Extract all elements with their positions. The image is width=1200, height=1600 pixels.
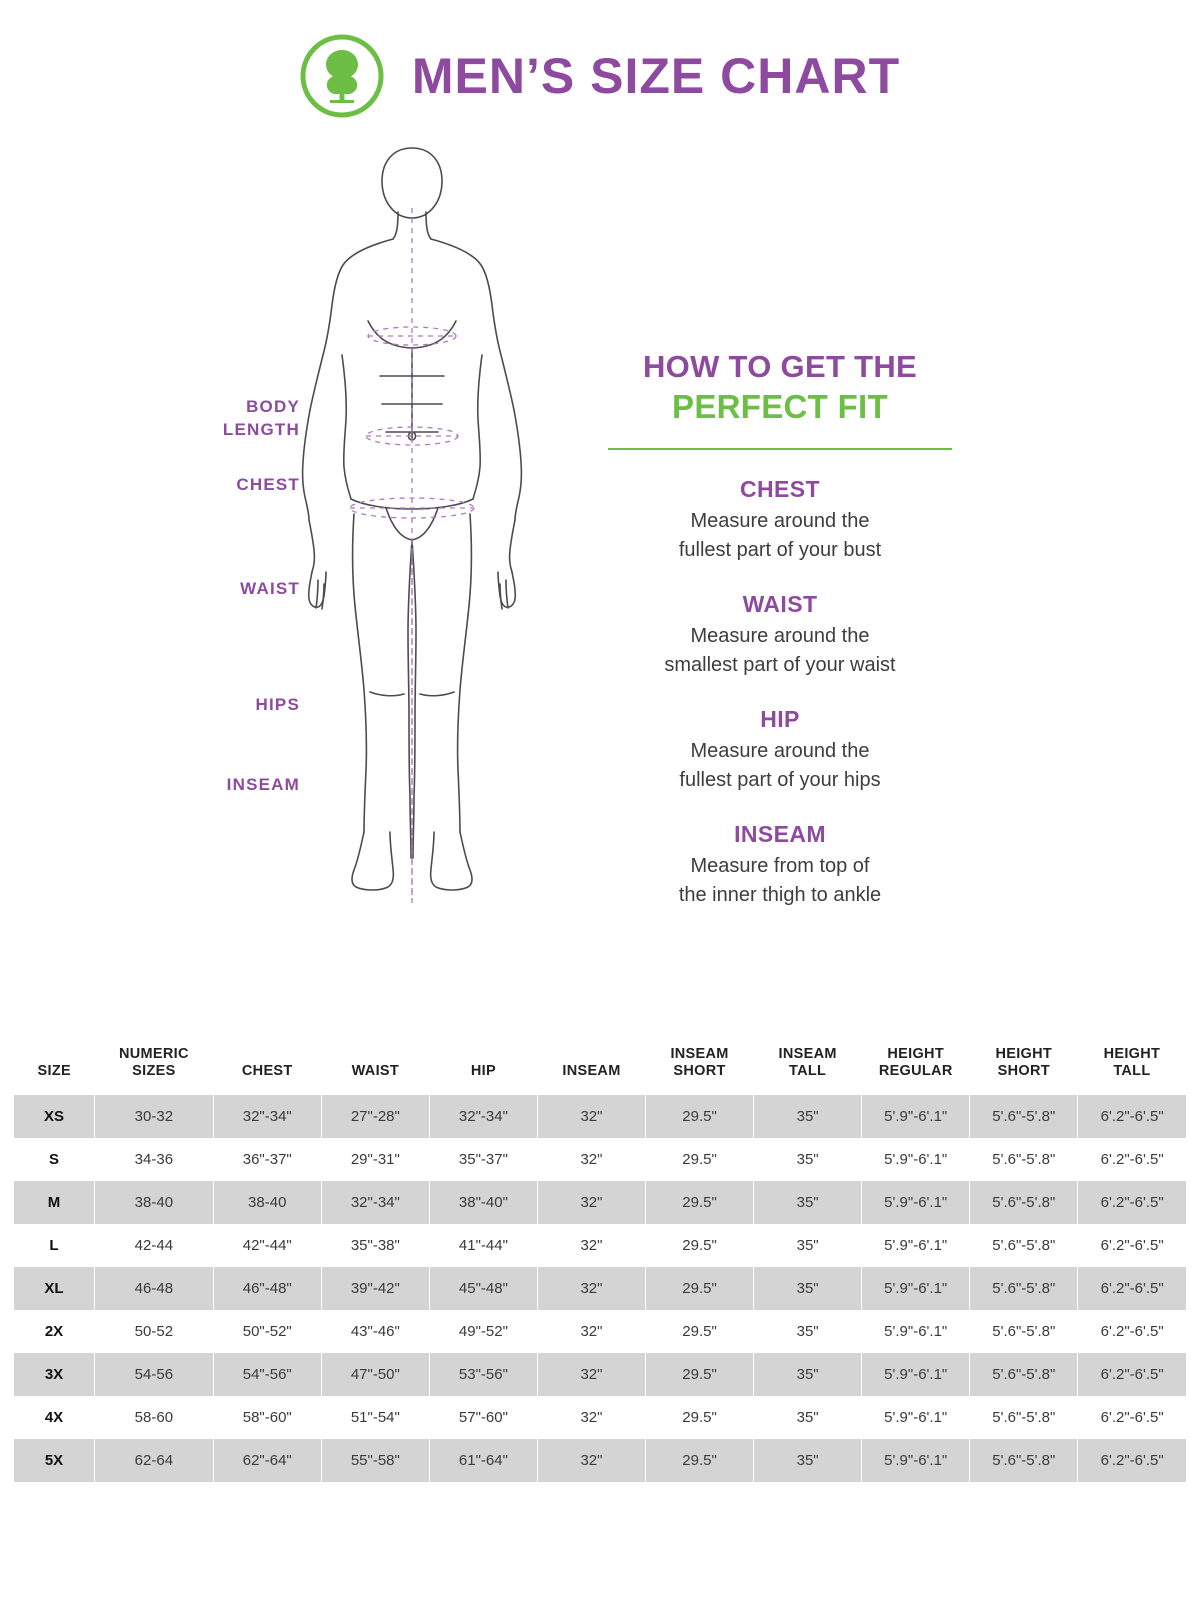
how-to-measure-panel	[608, 348, 952, 936]
table-cell: 6'.2"-6'.5"	[1100, 1150, 1164, 1168]
table-cell: XL	[14, 1267, 95, 1310]
table-cell: 29.5"	[646, 1181, 754, 1224]
table-cell: 32"-34"	[321, 1181, 429, 1224]
table-cell: 62"-64"	[213, 1439, 321, 1482]
table-cell: 58"-60"	[213, 1396, 321, 1439]
table-cell: 38"-40"	[429, 1181, 537, 1224]
table-cell: 32"	[537, 1439, 645, 1482]
table-cell: 38-40	[95, 1181, 214, 1224]
table-cell: 42-44	[95, 1224, 214, 1267]
size-table-container	[14, 1040, 1186, 1482]
label-inseam: INSEAM	[226, 775, 300, 794]
table-cell: 5'.6"-5'.8"	[970, 1353, 1078, 1396]
table-header-line2: REGULAR	[878, 1063, 953, 1080]
table-cell: 29"-31"	[321, 1138, 429, 1181]
table-cell: 5'.6"-5'.8"	[970, 1396, 1078, 1439]
table-cell: 32"	[537, 1267, 645, 1310]
size-table-body	[14, 1095, 1186, 1482]
table-cell: 6'.2"-6'.5"	[1100, 1236, 1164, 1254]
table-cell: 32"	[537, 1095, 645, 1138]
table-header-cell	[95, 1040, 214, 1095]
table-cell: 6'.2"-6'.5"	[1100, 1322, 1164, 1340]
table-cell: 38-40	[213, 1181, 321, 1224]
measure-block-inseam-text: Measure from top of the inner thigh to ankle	[678, 855, 882, 907]
table-cell: 5X	[14, 1439, 95, 1482]
size-table	[14, 1040, 1186, 1482]
measure-block-chest-text: Measure around the fullest part of your bust	[678, 510, 882, 562]
label-hips: HIPS	[255, 695, 300, 714]
table-cell: M	[14, 1181, 95, 1224]
size-table-head	[14, 1040, 1186, 1095]
table-row	[14, 1310, 1186, 1353]
table-cell: 6'.2"-6'.5"	[1100, 1365, 1164, 1383]
table-cell: 5'.6"-5'.8"	[970, 1224, 1078, 1267]
table-header-line1: INSEAM	[778, 1046, 837, 1062]
table-row	[14, 1267, 1186, 1310]
table-header-cell: WAIST	[351, 1063, 400, 1080]
table-cell: 39"-42"	[321, 1267, 429, 1310]
info-heading-line1: HOW TO GET THE	[642, 349, 917, 384]
table-cell: 32"	[537, 1181, 645, 1224]
table-cell: 35"	[754, 1310, 862, 1353]
page-header	[0, 0, 1200, 118]
table-cell: 5'.9"-6'.1"	[862, 1396, 970, 1439]
table-cell: 5'.6"-5'.8"	[970, 1181, 1078, 1224]
table-cell: 30-32	[95, 1095, 214, 1138]
table-cell: 51"-54"	[321, 1396, 429, 1439]
measure-block-inseam-title: INSEAM	[734, 821, 826, 848]
table-cell: 54"-56"	[213, 1353, 321, 1396]
table-header-row	[14, 1040, 1186, 1095]
table-cell: 35"	[754, 1353, 862, 1396]
table-cell: 5'.9"-6'.1"	[862, 1310, 970, 1353]
table-cell: 5'.6"-5'.8"	[970, 1095, 1078, 1138]
table-cell: 5'.9"-6'.1"	[862, 1439, 970, 1482]
table-cell: 5'.9"-6'.1"	[862, 1181, 970, 1224]
table-row	[14, 1138, 1186, 1181]
table-cell: 5'.6"-5'.8"	[970, 1439, 1078, 1482]
divider	[608, 448, 952, 450]
table-header-line1: INSEAM	[670, 1046, 729, 1062]
table-cell: 50"-52"	[213, 1310, 321, 1353]
table-cell: 5'.9"-6'.1"	[862, 1353, 970, 1396]
table-row	[14, 1095, 1186, 1138]
male-body-figure-illustration	[262, 136, 562, 1021]
measure-block-inseam	[608, 821, 952, 910]
table-cell: XS	[14, 1095, 95, 1138]
label-chest: CHEST	[236, 475, 300, 494]
table-header-cell: CHEST	[241, 1063, 293, 1080]
table-cell: 35"	[754, 1396, 862, 1439]
table-cell: 6'.2"-6'.5"	[1100, 1451, 1164, 1469]
table-header-cell	[646, 1040, 754, 1095]
table-cell: 29.5"	[646, 1439, 754, 1482]
table-cell: 34-36	[95, 1138, 214, 1181]
table-cell: 35"	[754, 1439, 862, 1482]
table-cell: 29.5"	[646, 1310, 754, 1353]
measure-block-hip-title: HIP	[760, 706, 800, 733]
table-cell: S	[14, 1138, 95, 1181]
table-row	[14, 1439, 1186, 1482]
table-header-cell: INSEAM	[562, 1063, 621, 1080]
table-cell: 46-48	[95, 1267, 214, 1310]
table-cell: 55"-58"	[321, 1439, 429, 1482]
measure-block-chest	[608, 476, 952, 565]
table-cell: 35"	[754, 1224, 862, 1267]
table-cell: 6'.2"-6'.5"	[1100, 1279, 1164, 1297]
measure-block-hip	[608, 706, 952, 795]
table-cell: 5'.6"-5'.8"	[970, 1310, 1078, 1353]
table-cell: 6'.2"-6'.5"	[1100, 1408, 1164, 1426]
table-cell: 32"	[537, 1396, 645, 1439]
table-cell: 35"-37"	[429, 1138, 537, 1181]
table-cell: 41"-44"	[429, 1224, 537, 1267]
table-cell: 32"	[537, 1310, 645, 1353]
table-header-line2: SHORT	[673, 1063, 726, 1080]
table-row	[14, 1181, 1186, 1224]
table-cell: 49"-52"	[429, 1310, 537, 1353]
table-cell: 36"-37"	[213, 1138, 321, 1181]
table-cell: 46"-48"	[213, 1267, 321, 1310]
table-header-cell	[970, 1040, 1078, 1095]
table-cell: 32"	[537, 1138, 645, 1181]
table-cell: 35"-38"	[321, 1224, 429, 1267]
table-cell: 29.5"	[646, 1138, 754, 1181]
measure-block-waist	[608, 591, 952, 680]
table-row	[14, 1353, 1186, 1396]
table-cell: 43"-46"	[321, 1310, 429, 1353]
table-header-cell	[1078, 1040, 1186, 1095]
table-header-line2: TALL	[1113, 1063, 1151, 1080]
measure-block-waist-text: Measure around the smallest part of your waist	[664, 625, 896, 677]
table-cell: 2X	[14, 1310, 95, 1353]
table-cell: 5'.9"-6'.1"	[862, 1138, 970, 1181]
table-cell: 32"-34"	[429, 1095, 537, 1138]
table-cell: 53"-56"	[429, 1353, 537, 1396]
label-body-length: BODY LENGTH	[222, 397, 300, 439]
table-cell: 3X	[14, 1353, 95, 1396]
table-cell: 62-64	[95, 1439, 214, 1482]
table-header-line1: HEIGHT	[995, 1046, 1053, 1062]
measure-block-chest-title: CHEST	[740, 476, 820, 503]
measure-block-hip-text: Measure around the fullest part of your hips	[679, 740, 881, 792]
table-cell: 27"-28"	[321, 1095, 429, 1138]
table-row	[14, 1396, 1186, 1439]
table-header-line2: SIZES	[132, 1063, 176, 1080]
table-header-line2: SHORT	[997, 1063, 1050, 1080]
table-cell: 45"-48"	[429, 1267, 537, 1310]
table-header-line1: NUMERIC	[118, 1046, 189, 1062]
table-cell: 29.5"	[646, 1095, 754, 1138]
table-cell: 42"-44"	[213, 1224, 321, 1267]
table-header-line2: TALL	[789, 1063, 827, 1080]
table-cell: 5'.9"-6'.1"	[862, 1095, 970, 1138]
table-row	[14, 1224, 1186, 1267]
table-cell: 6'.2"-6'.5"	[1100, 1107, 1164, 1125]
page-title: MEN’S SIZE CHART	[411, 48, 901, 104]
table-cell: 5'.6"-5'.8"	[970, 1138, 1078, 1181]
table-cell: 57"-60"	[429, 1396, 537, 1439]
table-cell: 50-52	[95, 1310, 214, 1353]
table-cell: 35"	[754, 1267, 862, 1310]
table-cell: 5'.6"-5'.8"	[970, 1267, 1078, 1310]
table-cell: 29.5"	[646, 1267, 754, 1310]
tree-logo-icon	[300, 34, 384, 118]
table-header-cell: HIP	[470, 1063, 496, 1080]
table-cell: 32"-34"	[213, 1095, 321, 1138]
table-header-cell	[862, 1040, 970, 1095]
table-header-cell: SIZE	[37, 1063, 71, 1080]
table-cell: 5'.9"-6'.1"	[862, 1224, 970, 1267]
table-cell: 29.5"	[646, 1396, 754, 1439]
table-cell: 32"	[537, 1224, 645, 1267]
table-header-cell	[754, 1040, 862, 1095]
table-cell: 5'.9"-6'.1"	[862, 1267, 970, 1310]
table-cell: 35"	[754, 1138, 862, 1181]
table-cell: 6'.2"-6'.5"	[1100, 1193, 1164, 1211]
info-heading-line2: PERFECT FIT	[672, 387, 888, 425]
table-cell: 35"	[754, 1181, 862, 1224]
table-cell: 61"-64"	[429, 1439, 537, 1482]
table-cell: 29.5"	[646, 1224, 754, 1267]
measure-block-waist-title: WAIST	[742, 591, 818, 618]
table-cell: 58-60	[95, 1396, 214, 1439]
table-header-line1: HEIGHT	[1103, 1046, 1161, 1062]
table-cell: 32"	[537, 1353, 645, 1396]
label-waist: WAIST	[240, 579, 300, 598]
table-cell: 4X	[14, 1396, 95, 1439]
figure-area	[0, 118, 1200, 1018]
table-cell: 47"-50"	[321, 1353, 429, 1396]
table-cell: 29.5"	[646, 1353, 754, 1396]
table-cell: 35"	[754, 1095, 862, 1138]
table-cell: 54-56	[95, 1353, 214, 1396]
table-cell: L	[14, 1224, 95, 1267]
table-header-line1: HEIGHT	[887, 1046, 944, 1062]
